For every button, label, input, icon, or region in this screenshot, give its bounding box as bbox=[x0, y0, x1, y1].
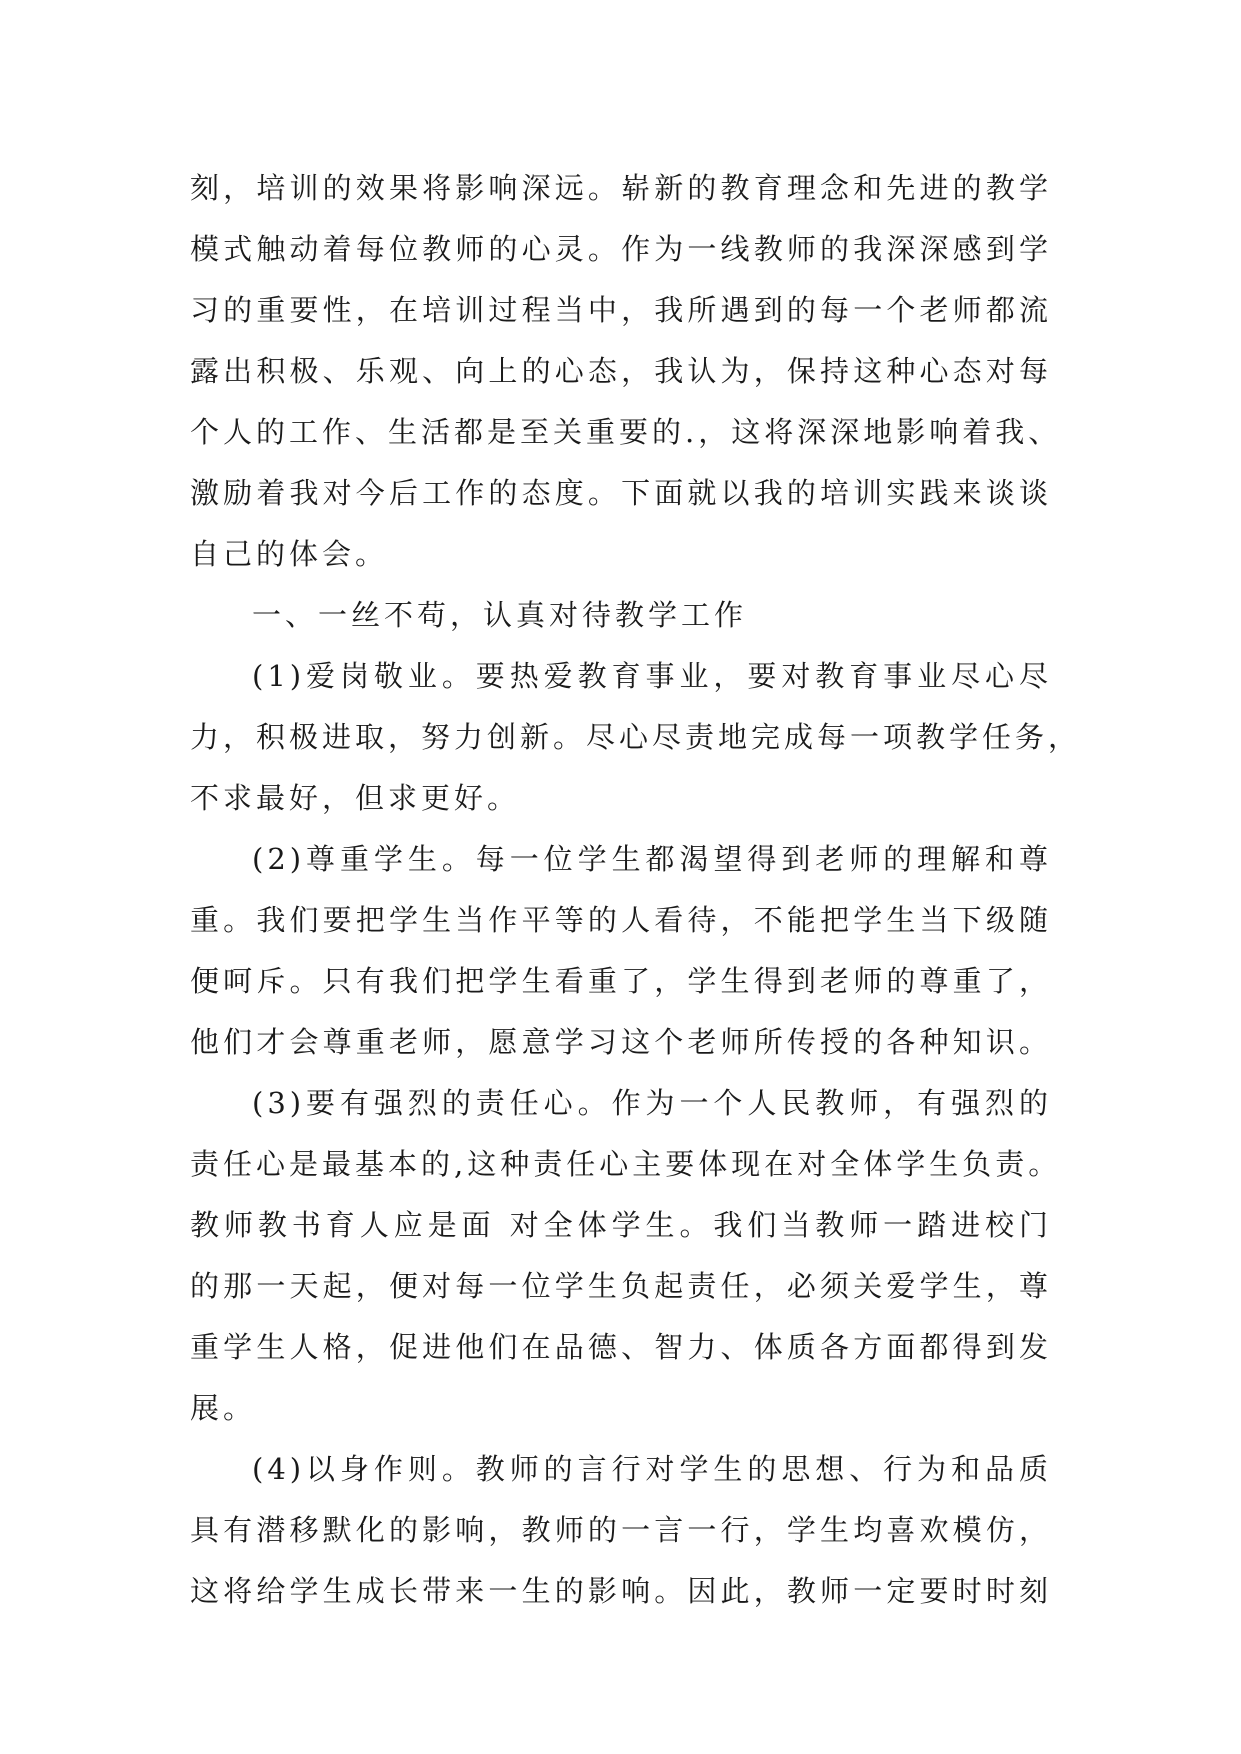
text-line: 个人的工作、生活都是至关重要的.，这将深深地影响着我、 bbox=[190, 415, 1062, 449]
text-line: 具有潜移默化的影响，教师的一言一行，学生均喜欢模仿， bbox=[190, 1513, 1052, 1547]
text-line: (3)要有强烈的责任心。作为一个人民教师，有强烈的 bbox=[252, 1086, 1052, 1120]
text-line: 习的重要性，在培训过程当中，我所遇到的每一个老师都流 bbox=[190, 293, 1052, 327]
text-line: 责任心是最基本的,这种责任心主要体现在对全体学生负责。 bbox=[190, 1147, 1062, 1181]
text-line: (4)以身作则。教师的言行对学生的思想、行为和品质 bbox=[252, 1452, 1052, 1486]
paragraph-item-1 bbox=[190, 646, 1082, 829]
text-line: 模式触动着每位教师的心灵。作为一线教师的我深深感到学 bbox=[190, 232, 1052, 266]
text-line: 重学生人格，促进他们在品德、智力、体质各方面都得到发 bbox=[190, 1330, 1052, 1364]
text-line: 重。我们要把学生当作平等的人看待，不能把学生当下级随 bbox=[190, 903, 1052, 937]
paragraph-item-2 bbox=[190, 829, 1052, 1073]
text-line: 刻，培训的效果将影响深远。崭新的教育理念和先进的教学 bbox=[190, 171, 1052, 205]
text-line: 他们才会尊重老师，愿意学习这个老师所传授的各种知识。 bbox=[190, 1025, 1052, 1059]
text-line: 不求最好，但求更好。 bbox=[190, 781, 521, 815]
section-heading-text: 一、一丝不苟，认真对待教学工作 bbox=[252, 598, 748, 632]
text-line: 力，积极进取，努力创新。尽心尽责地完成每一项教学任务， bbox=[190, 720, 1082, 754]
text-line: (1)爱岗敬业。要热爱教育事业，要对教育事业尽心尽 bbox=[252, 659, 1052, 693]
text-line: 自己的体会。 bbox=[190, 537, 389, 571]
paragraph-item-4 bbox=[190, 1439, 1052, 1622]
text-line: 激励着我对今后工作的态度。下面就以我的培训实践来谈谈 bbox=[190, 476, 1052, 510]
text-line: 教师教书育人应是面 对全体学生。我们当教师一踏进校门 bbox=[190, 1208, 1052, 1242]
paragraph-item-3 bbox=[190, 1073, 1062, 1439]
text-line: (2)尊重学生。每一位学生都渴望得到老师的理解和尊 bbox=[252, 842, 1052, 876]
text-line: 这将给学生成长带来一生的影响。因此，教师一定要时时刻 bbox=[190, 1574, 1052, 1608]
text-line: 露出积极、乐观、向上的心态，我认为，保持这种心态对每 bbox=[190, 354, 1052, 388]
text-line: 展。 bbox=[190, 1391, 257, 1425]
section-heading-1 bbox=[190, 585, 1052, 646]
body-text bbox=[190, 158, 1082, 1622]
text-line: 的那一天起，便对每一位学生负起责任，必须关爱学生，尊 bbox=[190, 1269, 1052, 1303]
paragraph-intro bbox=[190, 158, 1062, 585]
text-line: 便呵斥。只有我们把学生看重了，学生得到老师的尊重了， bbox=[190, 964, 1052, 998]
